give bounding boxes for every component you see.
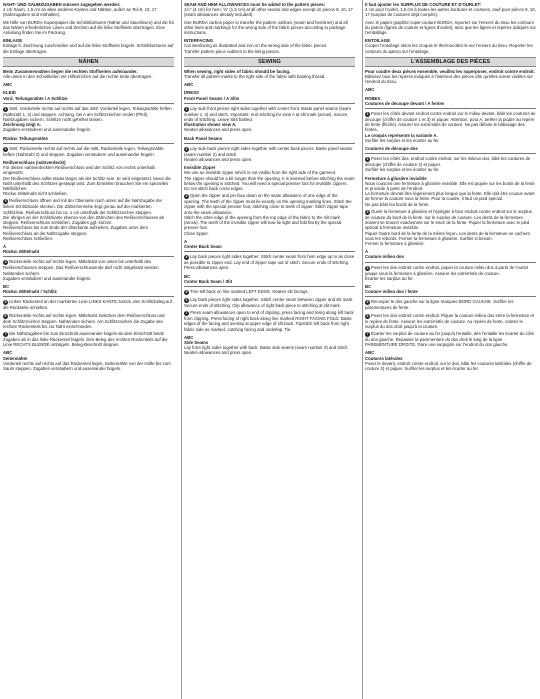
section-label: ABC — [365, 350, 375, 356]
section-label: ROBES — [365, 95, 381, 101]
rule-divider — [3, 256, 174, 257]
step-number-badge: 3 — [366, 209, 369, 214]
instruction-step — [3, 299, 174, 310]
body-text: We use an invisible zipper which is not visible from the right side of the garment. — [184, 170, 337, 176]
step-number-badge: 2 — [185, 146, 188, 151]
step-number-badge: 6 — [185, 297, 188, 302]
body-text: Transfer pattern piece outlines to the lining pieces. — [184, 48, 280, 54]
body-text: Reißverschluss schließen. — [3, 235, 54, 241]
body-text: Stitch the other edge of the opening from the top edge of the fabric to the slit mark (arrow). The teeth of the invisible zipper will now lie tight and fold flat by the special presser foot. — [184, 214, 342, 231]
section-banner: SEWING — [184, 57, 355, 67]
step-number-badge: 4 — [4, 260, 7, 265]
step-text: Lay side back pieces right sides together with center back pieces. Baste panel seams (seam number 2) and stitch. — [184, 145, 353, 157]
section-banner: L'ASSEMBLAGE DES PIÈCES — [365, 57, 536, 67]
rule-divider — [365, 108, 536, 109]
column-french — [365, 2, 536, 371]
section-label: Back Panel Seams — [184, 135, 222, 141]
instruction-step — [184, 106, 355, 122]
step-number-badge: 7 — [4, 331, 7, 336]
section-label: ABC — [365, 87, 375, 93]
step-text: Lay side front pieces right sides together with center front. Baste panel seams (seam number 1, 3) and stitch. Important: end stitching for view A at slit mark (arrow). Secure ends of stitching. Leave slits basted. — [184, 105, 351, 123]
instruction-step — [3, 198, 174, 214]
body-text: Couper l'entoilage selon les croquis et thermocollez-le sur l'envers du tissu. Reporter les contours du patron sur l'entoilage. — [365, 43, 533, 54]
subheading: SEAM AND HEM ALLOWANCES must be added to the pattern pieces: — [184, 2, 326, 7]
step-text: Reißverschluss öffnen und mit der Oberseite nach unten auf die Nahtzugabe der linken Schlitzkante stecken. Die Zähnchenreihe liegt genau auf der markierten Schlitzlinie. Reißverschluss bis ca. 1 cm unterhalb der Schlitzzeichen steppen. — [3, 198, 163, 215]
section-label: A — [365, 249, 369, 255]
section-label: Reißverschluss (nahtverdeckt) — [3, 160, 66, 166]
rule-divider — [365, 296, 536, 297]
step-text: Seitl. Vorderteile rechts auf rechts auf das mittl. Vorderteil legen, Teilungsnähte heften (Nahtzahl 1, 3) und steppen. Achtung, bei A am Schlitzzeichen enden (Pfeil). Nahtzugaben sichern. Schlitze nicht geheftet lassen. — [3, 105, 172, 123]
rule-divider — [3, 296, 174, 297]
body-text: Reißverschluss bis zum Ende der Oberkante aufziehen, Zugaben unter dem Reißverschluss an die Nahtzugabe steppen. — [3, 225, 148, 236]
step-number-badge: 3 — [185, 194, 188, 199]
instruction-step — [365, 313, 536, 329]
instruction-step — [3, 259, 174, 275]
step-text: Rückenteile rechts auf rechts legen. Mittelnaht von unten bis unterhalb des Reißverschlusses steppen. Das Reißverschlussende darf nicht mitgefasst werden. Nahtenden sichern. — [3, 259, 160, 276]
section-label: BC — [365, 283, 372, 289]
step-number-badge: 7 — [185, 311, 188, 316]
step-number-badge: 7 — [366, 331, 369, 336]
step-number-badge: 1 — [185, 106, 188, 111]
step-text: Open the zipper and pin face down on the seam allowance of one edge of the opening. The teeth of the zipper must lie exactly on the opening marking lines. Stitch the zipper with the special presser foot, stitching close to teeth of zipper. Stitch zipper tape onto the seam allowance. — [184, 193, 352, 215]
step-text: Écarter les surplus de couture au fer jusqu'à l'entaille, dès l'entaille les écarter du côté du dos gauche. Repasser la parementure du dos droit le long de la ligne PAREMENTURE DROITE. Faire une surpiqûre sur l'endroit du dos gauche. — [365, 330, 534, 348]
column-divider-left — [181, 0, 182, 699]
instruction-step — [184, 146, 355, 157]
body-text: 4 cm pour l'ourlet, 1,5 cm à toutes les autres bordures et coutures, sauf pour pièces 9, 10, 17 (surplus de coutures déjà compris). — [365, 7, 536, 18]
section-label: ABC — [184, 82, 194, 88]
step-text: Lay back pieces right sides together. Stitch center seam between zipper and slit mark. Secure ends of stitching. Clip allowance of right back piece to stitching at slit mark. — [184, 296, 354, 308]
body-text: Poser le devant, endroit contre endroit, sur le dos, bâtir les coutures latérales (chiffre de couture 2) et piquer. Surfiler les surplus et les écarter au fer. — [365, 360, 532, 371]
body-text: Zugaben versäubern und auseinander bügeln. — [3, 275, 92, 281]
step-text: Poser les dos endroit contre endroit. Piquer la couture milieu dos entre la fermeture et le repère de fente. Assurer les extrémités de couture. Au repère de fente, cranter le surplus du dos droit jusqu'à la couture. — [365, 312, 535, 329]
step-number-badge: 6 — [366, 313, 369, 318]
subheading: Rückw. Mittelnaht — [3, 249, 40, 255]
body-text: Vorderteil rechts auf rechts auf das Rückenteil legen, Seitennähte von der Hüfte bis zum Saum steppen. Zugaben versäubern und auseinander bügeln. — [3, 360, 171, 371]
subheading: Center Back Seam — [184, 243, 222, 249]
body-text: Für diesen nahtverdeckten Reißverschluss wird der Schlitz von rechts unterhalb eingesetzt. — [3, 165, 155, 176]
body-text: Close zipper. — [184, 230, 209, 236]
body-text: Avec le papier graphite copie-couture BURDA, reportez sur l'envers du tissu les contours du patron (lignes de couture et lignes d'ourlet), ainsi que les lignes et repères indiqués sur l'emballage. — [365, 19, 536, 36]
rule-divider — [365, 153, 536, 154]
body-text: Surfiler les surplus et les écarter au fer. — [365, 137, 440, 143]
rule-divider — [3, 143, 174, 144]
step-text: Poser les côtés devant endroit contre endroit sur le milieu devant, bâtir les coutures de découpe (chiffre de couture 1 et 3) et piquer. Attention: pour A, arrêter la piqûre au repère de fente (flèche). Assurer les extrémités de couture. Ne pas défaire le bâtissage des fentes. — [365, 111, 536, 133]
body-text: Die übrigen an der Schlitzkante ebenso von den Zähnchen des Reißverschlusses ab steppen. Reißverschluss schließen, Zugaben ggf. kürzen. — [3, 214, 164, 226]
subheading: Rückw. Mittelnaht / Schlitz — [3, 289, 57, 295]
section-label: KLEID — [3, 90, 16, 96]
instruction-step — [184, 193, 355, 215]
step-text: Recouper le dos gauche sur la ligne marquée BORD GAUCHE. Surfiler les parementures de fente. — [365, 299, 514, 311]
body-text: Mit Hilfe von BURDA Kopierpapier die Schnittkonturen (Nähte und Saumlinien) und die für das Nähen erforderlichen Linien und Zeichen auf die linke Stoffseite übertragen. Eine Anleitung finden Sie im Packung. — [3, 19, 175, 36]
subheading: Coutures latérales — [365, 355, 403, 361]
section-banner: NÄHEN — [3, 57, 174, 67]
step-number-badge: 5 — [366, 300, 369, 305]
body-text: Lay front right sides together with back. Baste side seams (seam number 2) and stitch. Neaten allowances and press open. — [184, 345, 349, 356]
subheading: NAHT- UND SAUMZUGABEN müssen zugegeben werden: — [3, 2, 121, 7]
body-text: Press allowances open. — [184, 265, 230, 271]
subheading: Coutures de découpe devant / A fentes — [365, 100, 445, 106]
step-number-badge: 1 — [4, 106, 7, 111]
body-text: Use BURDA carbon paper to transfer the pattern outlines (seam and hemlines) and all other lines and markings for the wrong side of the fabric pieces according to package instructions. — [184, 19, 348, 36]
rule-divider — [365, 262, 536, 263]
body-text: Écarter les surplus au fer. — [365, 275, 414, 281]
step-text: Poser les dos endroit contre endroit, piquer la couture milieu dos à partir de l'ourlet jusque sous la fermeture à glissière. Assurer les extrémités de couture. — [365, 264, 529, 276]
body-text: Surfiler les surplus et les écarter au fer. — [365, 167, 440, 173]
step-number-badge: 6 — [4, 313, 7, 318]
body-text: Do not stitch back cross edges. — [184, 186, 244, 192]
section-label: A — [3, 243, 7, 249]
body-text: Piquer l'autre bord de la fente de la même façon. Les dents de la fermeture se cachent sous les rebords. Fermer la fermeture à glissière. Surfiler si besoin. — [365, 230, 530, 241]
step-number-badge: 5 — [185, 289, 188, 294]
section-label: ABC — [184, 334, 194, 340]
subheading: Couture milieu dos / fente — [365, 289, 418, 295]
body-text: Bâtissez tous les repères indiqués à l'intérieur des pièces afin qu'elles soient visibles sur l'endroit du tissu. — [365, 74, 533, 85]
step-text: Ouvrir la fermeture à glissière et l'épingler à face endroit contre endroit sur le surplus de couture du bord de la fente, sur le surplus de couture. Les dents de la fermeture doivent se trouver exactement sur le tracé de la fente. Piquer la fermeture avec le pied spécial à fermeture invisible. — [365, 208, 532, 231]
section-label: Fermeture à glissière invisible — [365, 175, 427, 181]
emphasis-note: Illustration shows view A. — [184, 122, 237, 128]
body-text: Transfer all pattern marks to the right side of the fabric with basting thread. — [184, 74, 326, 80]
body-text: Alle unten in den Schnittteilen mit Hilfsstrichen auf die rechte Seite übertragen. — [3, 74, 153, 80]
subheading: Beim Zusammennähen liegen die rechten Stoffseiten aufeinander. — [3, 68, 138, 74]
step-number-badge: 3 — [4, 199, 7, 204]
instruction-step — [184, 254, 355, 265]
column-english — [184, 2, 355, 356]
section-label: ABC — [3, 82, 13, 88]
body-text: Cut interfacing as illustrated and iron on the wrong side of the fabric pieces. — [184, 43, 328, 49]
step-number-badge: 2 — [4, 146, 7, 151]
section-label: BC — [184, 273, 191, 279]
section-label: DRESS — [184, 90, 199, 96]
step-text: Linkes Rückenteil an der markierten Linie LINKS KANTE zurück, den Schlitzbeleg auf die Rückseite schieben. — [3, 299, 172, 311]
step-text: Poser les côtés dos, endroit contre endroit, sur les milieux dos, bâtir les coutures de découpe (chiffre de couture 2) et piquer. — [365, 156, 531, 168]
body-text: 1½" (4 cm) for hem, ⅝" (1.5 cm) at all other seams and edges except on pieces 9, 10, 17 (seam allowances already included). — [184, 7, 353, 18]
section-label: Coutures de découpe dos — [365, 146, 418, 152]
rule-divider — [184, 286, 355, 287]
body-text: Ne pas bâtir les bords de la fente. — [365, 201, 430, 207]
section-label: Rückw. Teilungsnähte — [3, 135, 48, 141]
body-text: 4 cm Saum, 1,5 cm an allen anderen Kanten und Nähten, außer an Teil 9, 10, 17 (Nahtzugaben sind enthalten). — [3, 7, 157, 18]
rule-divider — [184, 143, 355, 144]
subheading: Pour coudre deux pièces ensemble, veuillez les superposer, endroit contre endroit. — [365, 68, 535, 74]
body-text: Der Reißverschluss sollte etwas länger als der Schlitz sein. Er wird eingesetzt, bevor die Naht unterhalb des Schlitzes gesteppt wird. Zum Einnähen brauchen Sie ein spezielles Nähfüßchen. — [3, 175, 171, 192]
body-text: Neaten allowances and press open. — [184, 157, 253, 163]
subheading: Couture milieu dos — [365, 254, 404, 260]
instruction-step — [184, 297, 355, 308]
section-label: BC — [3, 283, 10, 289]
step-number-badge: 4 — [185, 255, 188, 260]
column-german — [3, 2, 174, 371]
step-text: Rückenteile rechts auf rechts legen. Mittelnaht zwischen dem Reißverschluss und dem Schlitzzeichen steppen. Nahtenden sichern. Am Schlitzzeichen die Zugabe des rechten Rückenteils bis zur Naht einschneiden. — [3, 312, 165, 329]
subheading: Center Back Seam / Slit — [184, 278, 233, 284]
section-label: ABC — [3, 350, 13, 356]
body-text: Neaten allowances and press open. — [184, 127, 253, 133]
body-text: Einlage lt. Zeichnung zuschneiden und auf die linke Stoffseite bügeln. Schnittkonturen auf die Einlage übertragen. — [3, 43, 174, 54]
instruction-step — [365, 331, 536, 347]
subheading: When sewing, right sides of fabric should be facing. — [184, 68, 291, 74]
body-text: Rückw. Mittelnaht nicht schließen. — [3, 191, 68, 197]
instruction-step — [365, 209, 536, 231]
section-label: ENTOILAGE — [365, 38, 390, 44]
step-text: Die Nahtzugaben bis zum Einschnitt auseinander bügeln ab dem Einschnitt beide Zugaben ab in das linke Rückenteil bügeln. Den Beleg des rechten Rückenteils auf die Linie RECHTS BLENDE umbügeln. Beleg-Beschnitt steppen. — [3, 330, 168, 348]
body-text: The zipper should be a bit longer than the opening. It is inserted before stitching the seam below the opening is stitched. You will need a special presser foot for invisible zippers. — [184, 175, 355, 186]
body-text: Nous cousons une fermeture à glissière invisible. Elle est piquée sur les bords de la fente et procède à partir de l'endroit. — [365, 180, 535, 192]
subheading: Vord. Teilungsnähte / A Schlitze — [3, 95, 68, 101]
instruction-step — [3, 331, 174, 347]
subheading: Side Seams — [184, 339, 209, 345]
rule-divider — [184, 251, 355, 252]
column-divider-right — [362, 0, 363, 699]
emphasis-note: Zeichnung zeigt A. — [3, 122, 42, 128]
rule-divider — [184, 103, 355, 104]
instruction-step — [365, 156, 536, 167]
instruction-step — [365, 111, 536, 133]
instruction-step — [3, 146, 174, 157]
step-text: Lay back pieces right sides together. Stitch center seam from hem edge up to as close as possible to zipper end. Lay end of zipper tape out of stitch. Secure ends of stitching. — [184, 254, 355, 266]
subheading: Front Panel Seams / A Slits — [184, 95, 240, 101]
instruction-step — [3, 106, 174, 122]
section-label: Invisible Zipper — [184, 165, 216, 171]
body-text: Zugaben versäubern und auseinander bügeln. — [3, 127, 92, 133]
instruction-step — [184, 289, 355, 295]
step-text: Seitl. Rückenteile rechts auf rechts auf die mittl. Rückenteile legen, Teilungsnähte heften (Nahtzahl 2) und steppen. Zugaben versäubern und auseinander bügeln. — [3, 145, 164, 157]
body-text: La fermeture devrait être légèrement plus longue que la fente. Elle doit être cousue avant de fermer la couture sous la fente. Pour la coudre, il faut un pied spécial. — [365, 191, 535, 202]
body-text: Fermer la fermeture à glissière. — [365, 240, 425, 246]
section-label: A — [184, 238, 188, 244]
step-text: Press seam allowances open to end of clipping, press facing and lining along left back from clipping. Press facing of right back along line marked RIGHT FACING FOLD. Baste edges of the facing and overlap at upper edge of slit back. Topstitch left back from right fabric side as marked, catching facing and underlap. Tie. — [184, 310, 354, 332]
step-number-badge: 5 — [4, 300, 7, 305]
step-number-badge: 2 — [366, 157, 369, 162]
step-text: Trim left back on line marked LEFT EDGE. Neaten slit facings. — [190, 288, 309, 294]
step-number-badge: 1 — [366, 112, 369, 117]
section-label: INTERFACING — [184, 38, 214, 44]
subheading: Il faut ajouter les SURPLUS DE COUTURE ET D'OURLET: — [365, 2, 482, 7]
instruction-step — [365, 299, 536, 310]
section-label: EINLAGE — [3, 38, 23, 44]
instruction-step — [184, 310, 355, 332]
step-number-badge: 4 — [366, 265, 369, 270]
emphasis-note: Le croquis représente la variante A. — [365, 132, 438, 138]
rule-divider — [3, 103, 174, 104]
subheading: Seitennähte — [3, 355, 28, 361]
instruction-step — [3, 313, 174, 329]
instruction-step — [365, 265, 536, 276]
